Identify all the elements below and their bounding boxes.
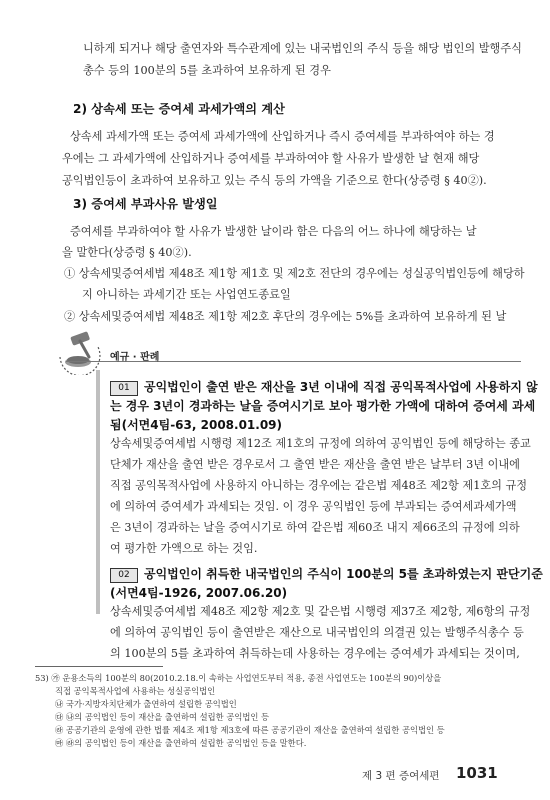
footer-part: 제 3 편 증여세편 (362, 770, 440, 782)
case-title-line: 02 공익법인이 취득한 내국법인의 주식이 100분의 5를 초과하였는지 판단기준 (110, 565, 543, 584)
case-number-badge: 02 (110, 568, 138, 583)
case-body-line: 상속세및증여세법 시행령 제12조 제1호의 규정에 의하여 공익법인 등에 해당하는 종교 (110, 437, 531, 450)
list-item: ① 상속세및증여세법 제48조 제1항 제1호 및 제2호 전단의 경우에는 성실공익법인등에 해당하 (64, 267, 525, 280)
case-body-line: 은 3년이 경과하는 날을 증여시기로 하여 같은법 제60조 내지 제66조의 규정에 의하 (110, 521, 520, 534)
gavel-icon (54, 327, 104, 375)
case-title-line: (서면4팀-1926, 2007.06.20) (110, 586, 288, 600)
paragraph-line: 증여세를 부과하여야 할 사유가 발생한 날이라 함은 다음의 어느 하나에 해당하는 날 (70, 225, 477, 238)
case-body-line: 여 평가한 가액으로 하는 것임. (110, 542, 258, 555)
footnote-line: 직접 공익목적사업에 사용하는 성실공익법인 (55, 686, 216, 696)
precedent-label: 예규 · 판례 (110, 352, 160, 363)
intro-line: 니하게 되거나 해당 출연자와 특수관계에 있는 내국법인의 주식 등을 해당 법인의 발행주식 (83, 42, 522, 55)
precedent-side-bar (96, 370, 100, 614)
case-title-line: 01 공익법인이 출연 받은 재산을 3년 이내에 직접 공익목적사업에 사용하지 않 (110, 378, 538, 397)
paragraph-line: 공익법인등이 초과하여 보유하고 있는 주식 등의 가액을 기준으로 한다(상증령 § 40②). (62, 174, 487, 187)
footnote-line: ㉯ 국가·지방자치단체가 출연하여 설립한 공익법인 (55, 699, 237, 709)
intro-line: 총수 등의 100분의 5를 초과하여 보유하게 된 경우 (83, 64, 331, 77)
list-item: 지 아니하는 과세기간 또는 사업연도종료일 (82, 288, 291, 301)
section-heading-3: 3) 증여세 부과사유 발생일 (73, 197, 218, 211)
case-title-line: 됨(서면4팀-63, 2008.01.09) (110, 418, 283, 432)
section-heading-2: 2) 상속세 또는 증여세 과세가액의 계산 (73, 102, 285, 116)
paragraph-line: 우에는 그 과세가액에 산입하거나 증여세를 부과하여야 할 사유가 발생한 날 현재 해당 (62, 152, 480, 165)
case-title-line: 는 경우 3년이 경과하는 날을 증여시기로 보아 평가한 가액에 대하여 증여세 과세 (110, 399, 536, 413)
page-number: 1031 (456, 764, 498, 782)
case-body-line: 상속세및증여세법 제48조 제2항 제2호 및 같은법 시행령 제37조 제2항, 제6항의 규정 (110, 605, 531, 618)
footnote-rule (35, 666, 163, 667)
case-body-line: 의 100분의 5를 초과하여 취득하는데 사용하는 경우에는 증여세가 과세되는 것이며, (110, 647, 520, 660)
footnote-line: ㉲ ㉱의 공익법인 등이 재산을 출연하여 설립한 공익법인 등을 말한다. (55, 738, 307, 748)
list-item: ② 상속세및증여세법 제48조 제1항 제2호 후단의 경우에는 5%를 초과하여 보유하게 된 날 (64, 310, 507, 323)
case-body-line: 에 의하여 증여세가 과세되는 것임. 이 경우 공익법인 등에 부과되는 증여세과세가액 (110, 500, 517, 513)
paragraph-line: 상속세 과세가액 또는 증여세 과세가액에 산입하거나 즉시 증여세를 부과하여야 하는 경 (70, 130, 495, 143)
footnote-line: ㉰ ㉯의 공익법인 등이 재산을 출연하여 설립한 공익법인 등 (55, 712, 270, 722)
paragraph-line: 을 말한다(상증령 § 40②). (62, 246, 192, 259)
footnote-line: ㉱ 공공기관의 운영에 관한 법률 제4조 제1항 제3호에 따른 공공기관이 재산을 출연하여 설립한 공익법인 등 (55, 725, 445, 735)
case-body-line: 단체가 재산을 출연 받은 경우로서 그 출연 받은 재산을 출연 받은 날부터 3년 이내에 (110, 458, 520, 471)
case-body-line: 에 의하여 공익법인 등이 출연받은 재산으로 내국법인의 의결권 있는 발행주식총수 등 (110, 626, 524, 639)
case-body-line: 직접 공익목적사업에 사용하지 아니하는 경우에는 같은법 제48조 제2항 제1호의 규정 (110, 479, 528, 492)
footnote-line: 53) ㉮ 운용소득의 100분의 80(2010.2.18.이 속하는 사업연도부터 적용, 종전 사업연도는 100분의 90)이상을 (35, 673, 442, 683)
case-number-badge: 01 (110, 381, 138, 396)
